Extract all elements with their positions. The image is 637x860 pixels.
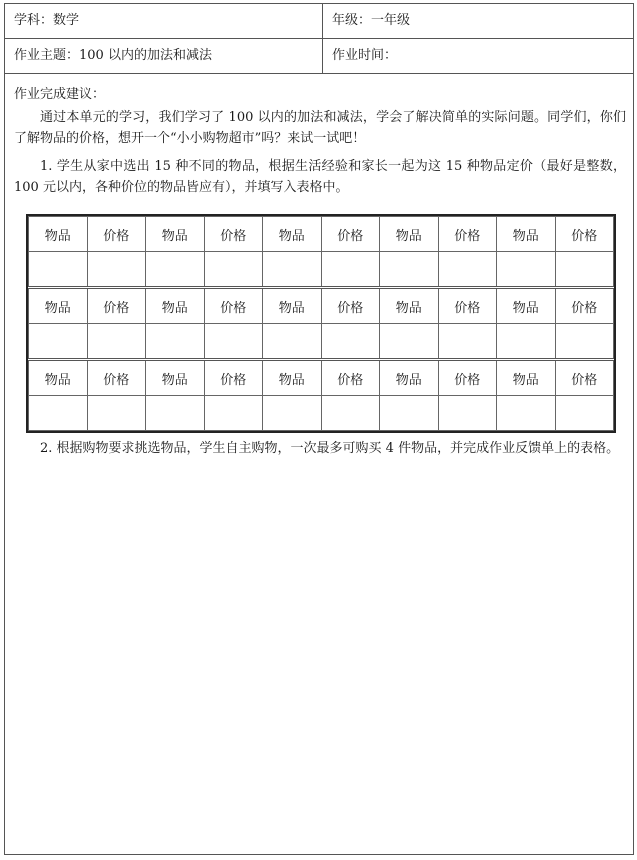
- item-header-cell: 物品: [263, 288, 322, 324]
- item-entry-cell[interactable]: [263, 324, 322, 360]
- item-entry-cell[interactable]: [497, 396, 556, 431]
- price-header-cell: 价格: [438, 217, 497, 252]
- subject-field: 学科：数学: [5, 4, 323, 38]
- grade-field: 年级：一年级: [332, 13, 411, 28]
- header-row-2: [5, 39, 633, 74]
- price-header-cell: 价格: [555, 360, 614, 396]
- price-header-cell: 价格: [321, 360, 380, 396]
- table-header-row: [29, 217, 614, 252]
- price-entry-cell[interactable]: [87, 252, 146, 288]
- advice-title: 作业完成建议：: [14, 87, 106, 102]
- item-entry-cell[interactable]: [263, 252, 322, 288]
- item-entry-cell[interactable]: [380, 396, 439, 431]
- table-header-row: [29, 288, 614, 324]
- price-entry-cell[interactable]: [555, 324, 614, 360]
- homework-sheet: [4, 3, 634, 855]
- price-entry-cell[interactable]: [204, 252, 263, 288]
- item-header-cell: 物品: [497, 217, 556, 252]
- task-1-paragraph: 1. 学生从家中选出 15 种不同的物品，根据生活经验和家长一起为这 15 种物品定价（最好是整数，100 元以内，各种价位的物品皆应有），并填写入表格中。: [14, 159, 626, 195]
- price-header-cell: 价格: [438, 360, 497, 396]
- item-header-cell: 物品: [29, 217, 88, 252]
- price-header-cell: 价格: [87, 288, 146, 324]
- table-header-row: [29, 360, 614, 396]
- price-entry-cell[interactable]: [87, 396, 146, 431]
- price-header-cell: 价格: [87, 360, 146, 396]
- price-entry-cell[interactable]: [438, 324, 497, 360]
- item-entry-cell[interactable]: [146, 396, 205, 431]
- price-entry-cell[interactable]: [321, 324, 380, 360]
- item-header-cell: 物品: [263, 217, 322, 252]
- price-entry-cell[interactable]: [321, 396, 380, 431]
- item-entry-cell[interactable]: [380, 324, 439, 360]
- price-entry-cell[interactable]: [438, 396, 497, 431]
- price-header-cell: 价格: [321, 288, 380, 324]
- item-entry-cell[interactable]: [380, 252, 439, 288]
- price-table: [26, 214, 616, 433]
- topic-field: 作业主题：100 以内的加法和减法: [5, 39, 323, 73]
- item-entry-cell[interactable]: [29, 396, 88, 431]
- price-header-cell: 价格: [87, 217, 146, 252]
- table-entry-row: [29, 252, 614, 288]
- price-entry-cell[interactable]: [204, 324, 263, 360]
- item-entry-cell[interactable]: [497, 252, 556, 288]
- price-header-cell: 价格: [321, 217, 380, 252]
- task-2-paragraph: 2. 根据购物要求挑选物品，学生自主购物，一次最多可购买 4 件物品，并完成作业反馈单上的表格。: [40, 441, 620, 456]
- price-header-cell: 价格: [204, 288, 263, 324]
- item-header-cell: 物品: [497, 360, 556, 396]
- table-entry-row: [29, 324, 614, 360]
- item-header-cell: 物品: [146, 217, 205, 252]
- price-entry-cell[interactable]: [321, 252, 380, 288]
- price-entry-cell[interactable]: [438, 252, 497, 288]
- price-header-cell: 价格: [204, 217, 263, 252]
- item-entry-cell[interactable]: [29, 324, 88, 360]
- price-header-cell: 价格: [438, 288, 497, 324]
- intro-paragraph: 通过本单元的学习，我们学习了 100 以内的加法和减法，学会了解决简单的实际问题。同学们，你们了解物品的价格，想开一个“小小购物超市”吗？来试一试吧！: [14, 110, 626, 146]
- item-header-cell: 物品: [29, 360, 88, 396]
- item-header-cell: 物品: [380, 360, 439, 396]
- item-entry-cell[interactable]: [29, 252, 88, 288]
- item-header-cell: 物品: [146, 288, 205, 324]
- item-entry-cell[interactable]: [263, 396, 322, 431]
- price-entry-cell[interactable]: [555, 252, 614, 288]
- item-header-cell: 物品: [29, 288, 88, 324]
- table-entry-row: [29, 396, 614, 431]
- price-header-cell: 价格: [555, 288, 614, 324]
- price-header-cell: 价格: [204, 360, 263, 396]
- price-entry-cell[interactable]: [87, 324, 146, 360]
- time-field: 作业时间：: [332, 48, 398, 63]
- header-row-1: [5, 4, 633, 39]
- price-entry-cell[interactable]: [555, 396, 614, 431]
- price-entry-cell[interactable]: [204, 396, 263, 431]
- price-header-cell: 价格: [555, 217, 614, 252]
- item-header-cell: 物品: [497, 288, 556, 324]
- item-header-cell: 物品: [146, 360, 205, 396]
- item-entry-cell[interactable]: [146, 252, 205, 288]
- price-grid: [28, 216, 614, 431]
- item-header-cell: 物品: [380, 217, 439, 252]
- item-header-cell: 物品: [263, 360, 322, 396]
- item-entry-cell[interactable]: [146, 324, 205, 360]
- item-header-cell: 物品: [380, 288, 439, 324]
- item-entry-cell[interactable]: [497, 324, 556, 360]
